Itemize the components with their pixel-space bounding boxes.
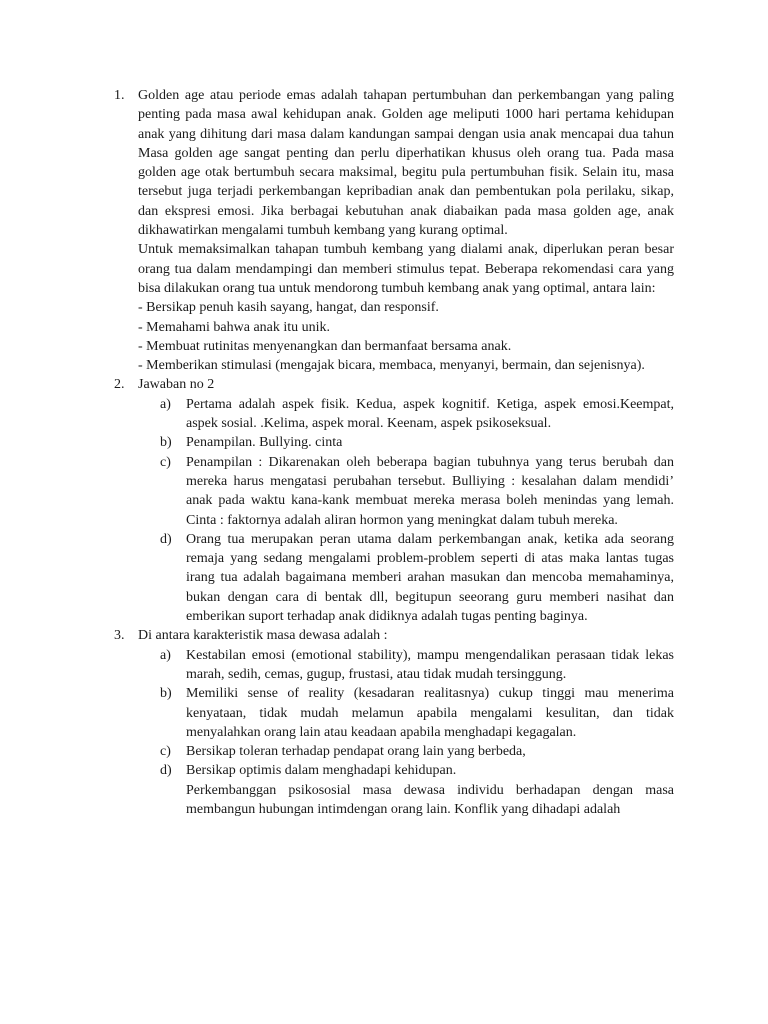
sub-item-text: Penampilan : Dikarenakan oleh beberapa bagian tubuhnya yang terus berubah dan mereka harus mengatasi perubahan tersebut. Bulliying : kesalahan dalam mendidi’ anak pada waktu kana-kank membuat mereka merasa boleh menindas yang lemah. Cinta : faktornya adalah aliran hormon yang meningkat dalam tubuh mereka.	[186, 454, 674, 528]
item-number: 3.	[114, 628, 125, 644]
sub-item-letter: d)	[160, 763, 172, 779]
sub-item-text: Penampilan. Bullying. cinta	[186, 435, 343, 451]
continuation-paragraph: Perkembanggan psikososial masa dewasa individu berhadapan dengan masa membangun hubungan intimdengan orang lain. Konflik yang dihadapi adalah	[186, 782, 674, 817]
sub-item-text: Orang tua merupakan peran utama dalam perkembangan anak, ketika ada seorang remaja yang sedang mengalami problem-problem seperti di atas maka lantas tugas irang tua adalah bagaimana memberi arahan masukan dan mencoba memahaminya, bukan dengan cara di bentak dll, begitupun seeorang guru memberi nasihat dan emberikan suport terhadap anak didiknya adalah tugas penting baginya.	[186, 531, 674, 625]
sub-item	[160, 761, 674, 780]
item-number: 2.	[114, 377, 125, 393]
sub-item-text: Bersikap toleran terhadap pendapat orang lain yang berbeda,	[186, 744, 526, 760]
sub-item	[160, 433, 674, 452]
sub-item	[160, 395, 674, 434]
sub-item-letter: c)	[160, 744, 171, 760]
sub-item-text: Bersikap optimis dalam menghadapi kehidupan.	[186, 763, 457, 779]
sub-item	[160, 530, 674, 626]
sub-item	[160, 453, 674, 530]
sub-item-text: Kestabilan emosi (emotional stability), mampu mengendalikan perasaan tidak lekas marah, sedih, cemas, gugup, frustasi, atau tidak mudah tersinggung.	[186, 647, 674, 682]
sub-item-letter: a)	[160, 396, 171, 412]
bullet-line: - Memberikan stimulasi (mengajak bicara, membaca, menyanyi, bermain, dan sejenisnya).	[138, 358, 645, 374]
sub-item-text: Memiliki sense of reality (kesadaran realitasnya) cukup tinggi mau menerima kenyataan, tidak mudah melamun apabila mengalami kesulitan, dan tidak menyalahkan orang lain atau keadaan apabila menghadapi kegagalan.	[186, 686, 674, 740]
bullet-line: - Bersikap penuh kasih sayang, hangat, dan responsif.	[138, 300, 439, 316]
paragraph-golden-age: Golden age atau periode emas adalah tahapan pertumbuhan dan perkembangan yang paling penting pada masa awal kehidupan anak. Golden age meliputi 1000 hari pertama kehidupan anak yang dihitung dari masa dalam kandungan sampai dengan usia anak mencapai dua tahun Masa golden age sangat penting dan perlu diperhatikan khusus oleh orang tua. Pada masa golden age otak bertumbuh secara maksimal, begitu pula pertumbuhan fisik. Selain itu, masa tersebut juga terjadi perkembangan kepribadian anak dan pembentukan pola perilaku, sikap, dan ekspresi emosi. Jika berbagai kebutuhan anak diabaikan pada masa golden age, anak dikhawatirkan mengalami tumbuh kembang yang kurang optimal.	[138, 88, 674, 239]
sub-item	[160, 684, 674, 742]
sub-item	[160, 742, 674, 761]
list-item-2	[114, 375, 674, 626]
list-item-3	[114, 626, 674, 819]
sub-item-letter: b)	[160, 435, 172, 451]
list-item-1	[114, 86, 674, 375]
sub-item-text: Pertama adalah aspek fisik. Kedua, aspek kognitif. Ketiga, aspek emosi.Keempat, aspek sosial. .Kelima, aspek moral. Keenam, aspek psikoseksual.	[186, 396, 674, 432]
sub-list	[138, 646, 674, 781]
sub-item	[160, 646, 674, 685]
item-heading: Jawaban no 2	[138, 377, 215, 393]
paragraph-recommendations: Untuk memaksimalkan tahapan tumbuh kembang yang dialami anak, diperlukan peran besar orang tua dalam mendampingi dan memberi stimulus tepat. Beberapa rekomendasi cara yang bisa dilakukan orang tua untuk mendorong tumbuh kembang anak yang optimal, antara lain:	[138, 242, 674, 296]
document-body	[0, 86, 768, 819]
sub-item-letter: d)	[160, 531, 172, 547]
sub-item-letter: a)	[160, 647, 171, 663]
sub-item-letter: b)	[160, 686, 172, 702]
bullet-line: - Membuat rutinitas menyenangkan dan bermanfaat bersama anak.	[138, 338, 512, 354]
item-number: 1.	[114, 88, 125, 103]
item-heading: Di antara karakteristik masa dewasa adalah :	[138, 628, 388, 644]
bullet-line: - Memahami bahwa anak itu unik.	[138, 319, 331, 335]
sub-item-letter: c)	[160, 454, 171, 470]
sub-list	[138, 395, 674, 627]
